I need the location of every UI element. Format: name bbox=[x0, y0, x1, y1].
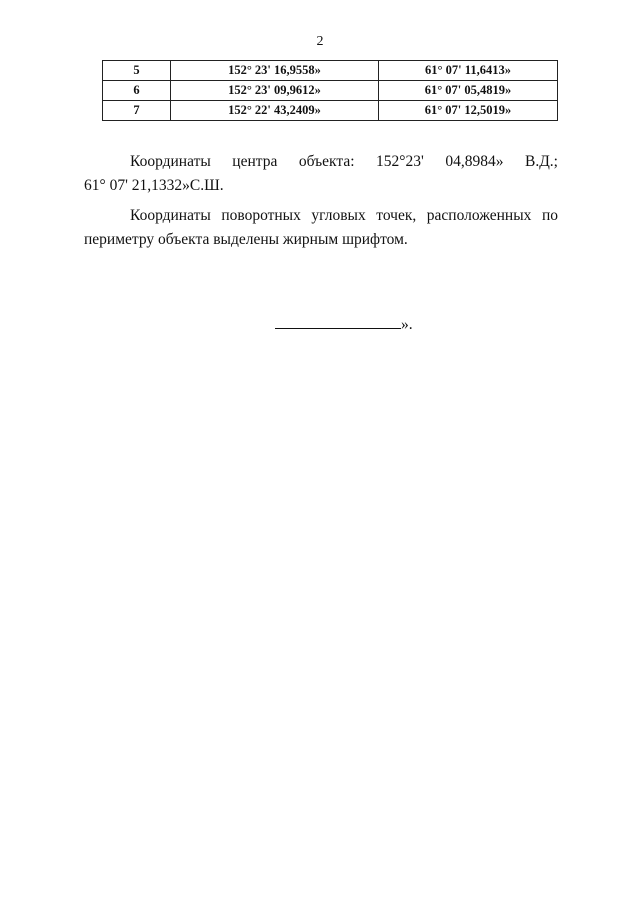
word: по bbox=[541, 207, 558, 224]
center-coordinates-paragraph bbox=[84, 150, 558, 198]
paragraph-line bbox=[84, 204, 558, 228]
word: точек, bbox=[376, 207, 417, 224]
word: В.Д.; bbox=[524, 153, 558, 170]
longitude-cell: 152° 23' 16,9558» bbox=[171, 61, 379, 81]
point-number-cell: 5 bbox=[103, 61, 171, 81]
word: Координаты bbox=[130, 153, 211, 170]
word: поворотных bbox=[221, 207, 301, 224]
table-row bbox=[103, 101, 558, 121]
paragraph-line: периметру объекта выделены жирным шрифтом. bbox=[84, 231, 408, 248]
word: Координаты bbox=[130, 207, 211, 224]
word: расположенных bbox=[426, 207, 532, 224]
corner-points-paragraph bbox=[84, 204, 558, 252]
point-number-cell: 6 bbox=[103, 81, 171, 101]
closing-quote-mark: ». bbox=[401, 316, 413, 333]
coordinates-table bbox=[102, 60, 558, 121]
word: 152°23' bbox=[376, 153, 424, 170]
latitude-cell: 61° 07' 12,5019» bbox=[379, 101, 558, 121]
point-number-cell: 7 bbox=[103, 101, 171, 121]
blank-underline bbox=[275, 314, 401, 329]
word: 04,8984» bbox=[445, 153, 504, 170]
closing-signature-line bbox=[275, 314, 413, 334]
page-number: 2 bbox=[316, 34, 324, 49]
latitude-cell: 61° 07' 11,6413» bbox=[379, 61, 558, 81]
latitude-cell: 61° 07' 05,4819» bbox=[379, 81, 558, 101]
word: объекта: bbox=[298, 153, 355, 170]
longitude-cell: 152° 23' 09,9612» bbox=[171, 81, 379, 101]
word: угловых bbox=[311, 207, 366, 224]
paragraph-line: 61° 07' 21,1332»С.Ш. bbox=[84, 177, 224, 194]
table-row bbox=[103, 81, 558, 101]
paragraph-line bbox=[84, 150, 558, 174]
longitude-cell: 152° 22' 43,2409» bbox=[171, 101, 379, 121]
word: центра bbox=[232, 153, 278, 170]
table-row bbox=[103, 61, 558, 81]
